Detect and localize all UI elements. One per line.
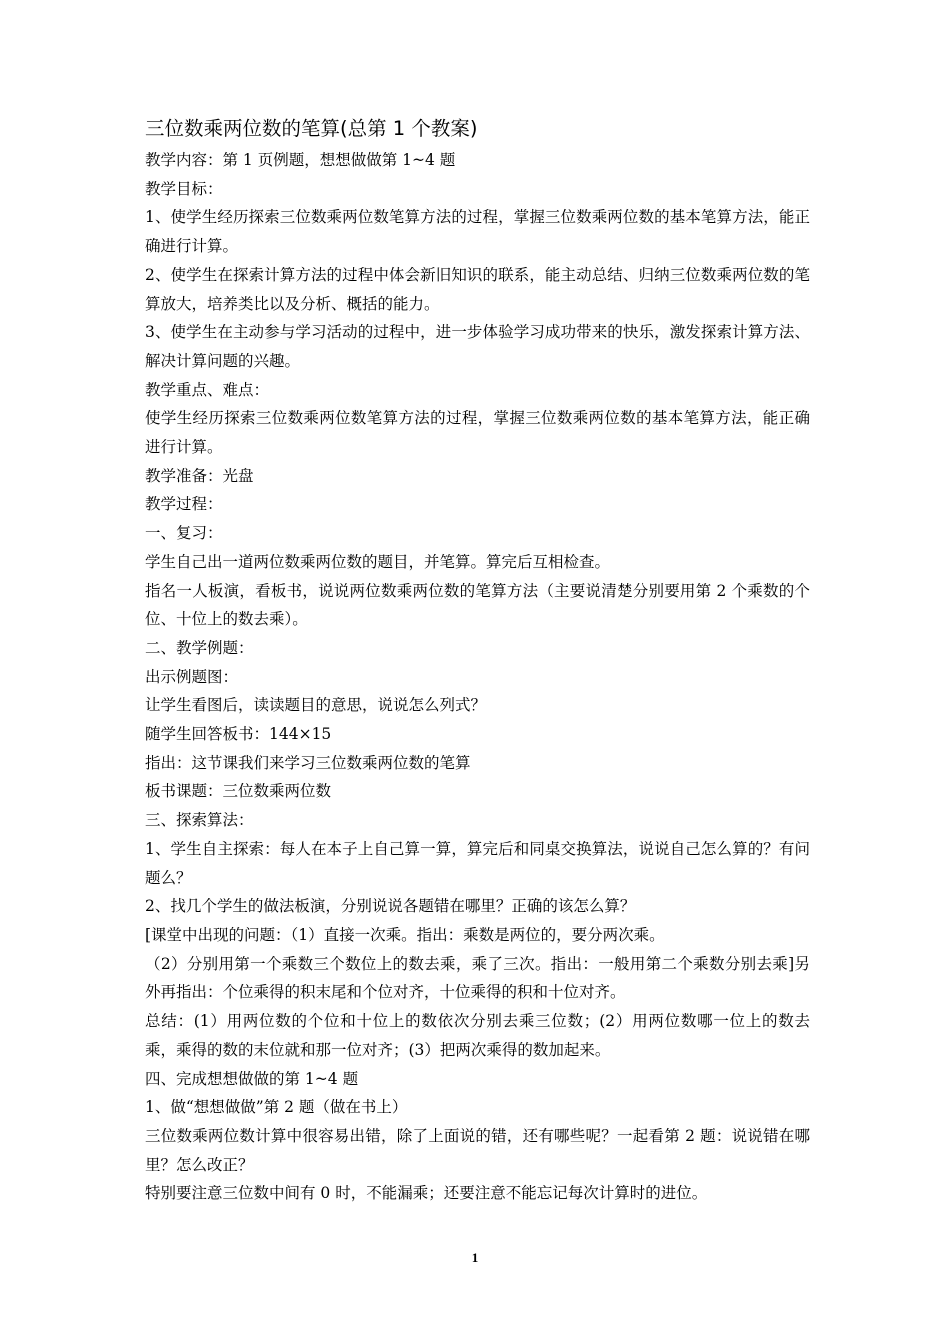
paragraph: 让学生看图后，读读题目的意思，说说怎么列式？ [145,696,487,715]
paragraph: 一、复习： [145,524,223,543]
paragraph: 1、做“想想做做”第 2 题（做在书上） [145,1098,408,1117]
document-body [145,112,810,1208]
paragraph: 教学目标： [145,179,223,198]
paragraph: 教学内容：第 1 页例题，想想做做第 1~4 题 [145,151,456,169]
page-number: 1 [471,1250,479,1265]
paragraph: 随学生回答板书：144×15 [145,725,332,744]
paragraph: 板书课题：三位数乘两位数 [145,782,332,801]
paragraph: 3、使学生在主动参与学习活动的过程中，进一步体验学习成功带来的快乐，激发探索计算方法、解决计算问题的兴趣。 [145,323,810,370]
paragraph: [课堂中出现的问题：（1）直接一次乘。指出：乘数是两位的，要分两次乘。 [145,925,665,944]
paragraph: 三位数乘两位数计算中很容易出错，除了上面说的错，还有哪些呢？一起看第 2 题：说说错在哪里？怎么改正？ [145,1126,810,1174]
paragraph: （2）分别用第一个乘数三个数位上的数去乘，乘了三次。指出：一般用第二个乘数分别去乘]另外再指出：个位乘得的积末尾和个位对齐，十位乘得的积和十位对齐。 [145,954,810,1002]
paragraph: 教学重点、难点： [145,380,270,399]
paragraph: 教学过程： [145,495,223,514]
paragraph: 使学生经历探索三位数乘两位数笔算方法的过程，掌握三位数乘两位数的基本笔算方法，能正确进行计算。 [145,409,810,457]
paragraph: 指出：这节课我们来学习三位数乘两位数的笔算 [145,753,471,772]
page-title: 三位数乘两位数的笔算(总第 1 个教案) [145,117,478,140]
paragraph: 教学准备：光盘 [145,466,254,485]
paragraph: 三、探索算法： [145,811,254,830]
paragraph: 指名一人板演，看板书，说说两位数乘两位数的笔算方法（主要说清楚分别要用第 2 个乘数的个位、十位上的数去乘）。 [145,581,810,629]
paragraph: 特别要注意三位数中间有 0 时，不能漏乘；还要注意不能忘记每次计算时的进位。 [145,1184,708,1203]
paragraph: 2、找几个学生的做法板演，分别说说各题错在哪里？正确的该怎么算？ [145,897,636,916]
paragraph: 1、学生自主探索：每人在本子上自己算一算，算完后和同桌交换算法，说说自己怎么算的？有问题么？ [145,839,810,887]
paragraph: 1、使学生经历探索三位数乘两位数笔算方法的过程，掌握三位数乘两位数的基本笔算方法，能正确进行计算。 [145,208,810,256]
paragraph: 二、教学例题： [145,638,254,657]
paragraph: 总结：(1）用两位数的个位和十位上的数依次分别去乘三位数；(2）用两位数哪一位上的数去乘，乘得的数的末位就和那一位对齐；(3）把两次乘得的数加起来。 [145,1012,810,1059]
paragraph: 学生自己出一道两位数乘两位数的题目，并笔算。算完后互相检查。 [145,552,611,571]
paragraph: 2、使学生在探索计算方法的过程中体会新旧知识的联系，能主动总结、归纳三位数乘两位数的笔算放大，培养类比以及分析、概括的能力。 [145,265,810,313]
paragraph: 四、完成想想做做的第 1~4 题 [145,1069,359,1088]
paragraph: 出示例题图： [145,667,239,686]
